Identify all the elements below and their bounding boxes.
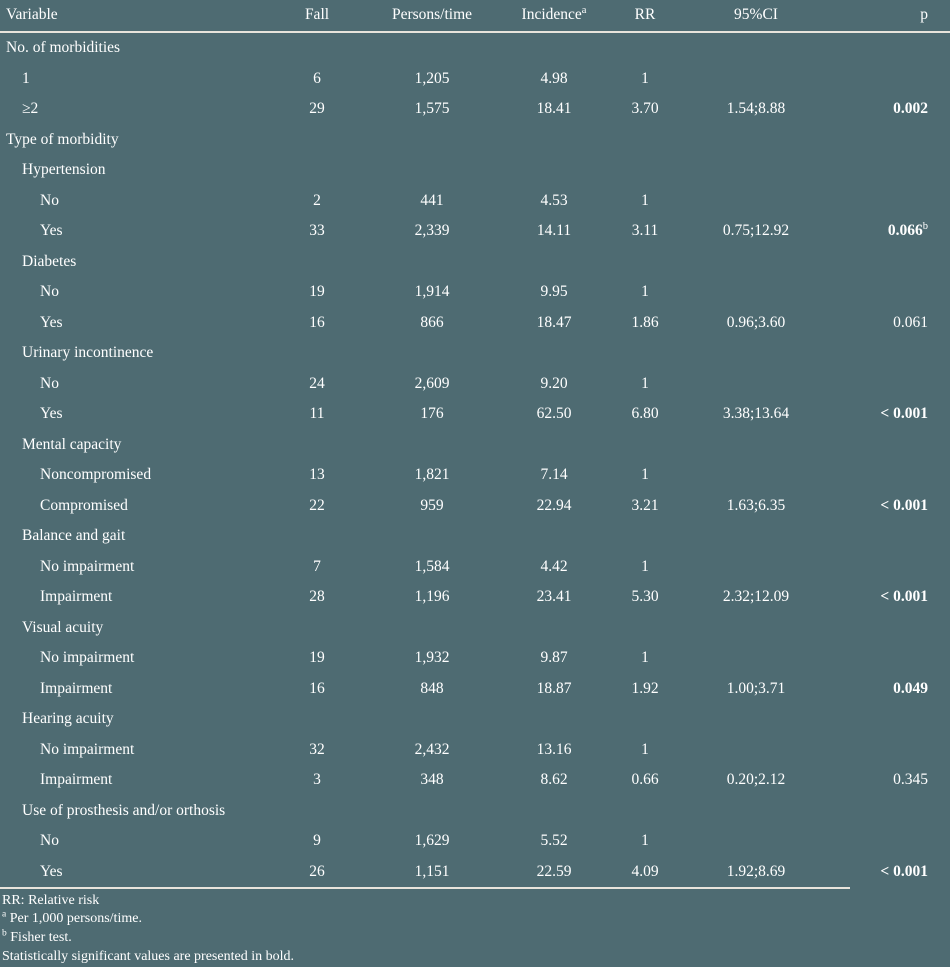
cell-incidence: 62.50 bbox=[498, 399, 610, 430]
cell-incidence bbox=[498, 155, 610, 186]
cell-ci: 1.63;6.35 bbox=[680, 490, 832, 521]
cell-variable: Impairment bbox=[0, 582, 268, 613]
cell-variable: No bbox=[0, 277, 268, 308]
cell-ci bbox=[680, 155, 832, 186]
cell-incidence bbox=[498, 338, 610, 369]
cell-ci bbox=[680, 429, 832, 460]
cell-p: < 0.001 bbox=[832, 490, 950, 521]
cell-incidence: 7.14 bbox=[498, 460, 610, 491]
cell-rr: 3.11 bbox=[610, 216, 680, 247]
cell-fall: 33 bbox=[268, 216, 366, 247]
p-footnote-marker: b bbox=[923, 221, 928, 232]
table-group-row bbox=[0, 338, 950, 369]
table-row bbox=[0, 185, 950, 216]
cell-fall: 28 bbox=[268, 582, 366, 613]
cell-ci bbox=[680, 63, 832, 94]
cell-incidence: 5.52 bbox=[498, 826, 610, 857]
cell-incidence: 9.20 bbox=[498, 368, 610, 399]
cell-rr: 1 bbox=[610, 185, 680, 216]
cell-ci: 2.32;12.09 bbox=[680, 582, 832, 613]
cell-fall bbox=[268, 338, 366, 369]
cell-persons_time: 176 bbox=[366, 399, 498, 430]
cell-ci bbox=[680, 704, 832, 735]
cell-variable: Urinary incontinence bbox=[0, 338, 268, 369]
cell-fall bbox=[268, 32, 366, 64]
cell-rr: 6.80 bbox=[610, 399, 680, 430]
table-group-row bbox=[0, 124, 950, 155]
cell-variable: 1 bbox=[0, 63, 268, 94]
cell-persons_time bbox=[366, 704, 498, 735]
cell-variable: Mental capacity bbox=[0, 429, 268, 460]
table-row bbox=[0, 368, 950, 399]
cell-variable: Yes bbox=[0, 307, 268, 338]
cell-persons_time bbox=[366, 521, 498, 552]
cell-persons_time: 1,821 bbox=[366, 460, 498, 491]
cell-fall: 6 bbox=[268, 63, 366, 94]
cell-ci: 0.96;3.60 bbox=[680, 307, 832, 338]
cell-persons_time: 1,932 bbox=[366, 643, 498, 674]
column-header-fall: Fall bbox=[268, 0, 366, 32]
cell-rr: 1 bbox=[610, 643, 680, 674]
cell-fall: 19 bbox=[268, 277, 366, 308]
cell-fall: 19 bbox=[268, 643, 366, 674]
cell-variable: Visual acuity bbox=[0, 612, 268, 643]
cell-rr: 1 bbox=[610, 368, 680, 399]
table-group-row bbox=[0, 612, 950, 643]
cell-variable: Yes bbox=[0, 399, 268, 430]
cell-persons_time: 1,629 bbox=[366, 826, 498, 857]
cell-ci bbox=[680, 460, 832, 491]
cell-fall: 32 bbox=[268, 734, 366, 765]
header-row bbox=[0, 0, 950, 32]
cell-p bbox=[832, 124, 950, 155]
cell-variable: Use of prosthesis and/or orthosis bbox=[0, 795, 268, 826]
table-row bbox=[0, 826, 950, 857]
cell-p bbox=[832, 551, 950, 582]
cell-persons_time bbox=[366, 795, 498, 826]
cell-fall bbox=[268, 704, 366, 735]
footnote bbox=[2, 929, 850, 948]
footnote-text: Statistically significant values are presented in bold. bbox=[2, 949, 294, 964]
cell-p bbox=[832, 277, 950, 308]
cell-p bbox=[832, 734, 950, 765]
cell-rr bbox=[610, 32, 680, 64]
cell-persons_time bbox=[366, 338, 498, 369]
cell-rr bbox=[610, 704, 680, 735]
cell-incidence: 13.16 bbox=[498, 734, 610, 765]
cell-incidence bbox=[498, 795, 610, 826]
table-row bbox=[0, 765, 950, 796]
cell-incidence: 23.41 bbox=[498, 582, 610, 613]
incidence-footnote-marker: a bbox=[582, 5, 587, 16]
cell-incidence bbox=[498, 612, 610, 643]
cell-variable: Hearing acuity bbox=[0, 704, 268, 735]
cell-variable: Yes bbox=[0, 856, 268, 887]
cell-incidence bbox=[498, 704, 610, 735]
cell-rr bbox=[610, 155, 680, 186]
cell-rr: 1 bbox=[610, 63, 680, 94]
cell-ci: 3.38;13.64 bbox=[680, 399, 832, 430]
table-group-row bbox=[0, 155, 950, 186]
cell-persons_time bbox=[366, 124, 498, 155]
table-row bbox=[0, 63, 950, 94]
cell-ci: 1.54;8.88 bbox=[680, 94, 832, 125]
cell-ci bbox=[680, 734, 832, 765]
cell-variable: No bbox=[0, 826, 268, 857]
cell-p: 0.049 bbox=[832, 673, 950, 704]
cell-fall: 13 bbox=[268, 460, 366, 491]
cell-variable: No bbox=[0, 185, 268, 216]
cell-fall: 16 bbox=[268, 307, 366, 338]
cell-persons_time: 348 bbox=[366, 765, 498, 796]
cell-variable: No impairment bbox=[0, 643, 268, 674]
table-row bbox=[0, 490, 950, 521]
cell-p: < 0.001 bbox=[832, 399, 950, 430]
cell-fall bbox=[268, 612, 366, 643]
cell-p: 0.061 bbox=[832, 307, 950, 338]
footnote-text: Per 1,000 persons/time. bbox=[10, 911, 142, 926]
cell-fall bbox=[268, 521, 366, 552]
table-row bbox=[0, 94, 950, 125]
cell-ci bbox=[680, 368, 832, 399]
table-row bbox=[0, 551, 950, 582]
table-footnotes bbox=[0, 889, 850, 967]
cell-fall: 3 bbox=[268, 765, 366, 796]
cell-ci bbox=[680, 551, 832, 582]
cell-p bbox=[832, 826, 950, 857]
cell-ci: 0.20;2.12 bbox=[680, 765, 832, 796]
cell-incidence bbox=[498, 32, 610, 64]
cell-fall bbox=[268, 124, 366, 155]
table-row bbox=[0, 216, 950, 247]
cell-variable: No. of morbidities bbox=[0, 32, 268, 64]
cell-persons_time bbox=[366, 155, 498, 186]
cell-fall bbox=[268, 246, 366, 277]
cell-p bbox=[832, 612, 950, 643]
cell-rr: 1 bbox=[610, 277, 680, 308]
cell-fall: 22 bbox=[268, 490, 366, 521]
cell-incidence bbox=[498, 246, 610, 277]
table-row bbox=[0, 399, 950, 430]
footnote bbox=[2, 910, 850, 929]
cell-incidence: 22.59 bbox=[498, 856, 610, 887]
cell-variable: Type of morbidity bbox=[0, 124, 268, 155]
cell-ci bbox=[680, 277, 832, 308]
cell-incidence: 18.87 bbox=[498, 673, 610, 704]
cell-persons_time: 1,575 bbox=[366, 94, 498, 125]
cell-ci bbox=[680, 338, 832, 369]
footnote bbox=[2, 892, 850, 911]
cell-incidence: 8.62 bbox=[498, 765, 610, 796]
table-group-row bbox=[0, 704, 950, 735]
cell-variable: Yes bbox=[0, 216, 268, 247]
table-body bbox=[0, 32, 950, 887]
cell-persons_time: 866 bbox=[366, 307, 498, 338]
cell-variable: Balance and gait bbox=[0, 521, 268, 552]
cell-p: < 0.001 bbox=[832, 582, 950, 613]
cell-ci bbox=[680, 612, 832, 643]
cell-p bbox=[832, 338, 950, 369]
cell-incidence: 18.47 bbox=[498, 307, 610, 338]
column-header-persons-time: Persons/time bbox=[366, 0, 498, 32]
column-header-p: p bbox=[832, 0, 950, 32]
cell-persons_time bbox=[366, 612, 498, 643]
cell-rr: 1 bbox=[610, 826, 680, 857]
cell-p bbox=[832, 155, 950, 186]
cell-p bbox=[832, 185, 950, 216]
cell-p bbox=[832, 704, 950, 735]
table-row bbox=[0, 582, 950, 613]
cell-ci bbox=[680, 246, 832, 277]
cell-ci bbox=[680, 185, 832, 216]
cell-p bbox=[832, 429, 950, 460]
table-row bbox=[0, 856, 950, 887]
footnote bbox=[2, 948, 850, 967]
cell-p bbox=[832, 368, 950, 399]
cell-p bbox=[832, 63, 950, 94]
cell-incidence: 14.11 bbox=[498, 216, 610, 247]
footnote-text: RR: Relative risk bbox=[2, 893, 99, 908]
table-row bbox=[0, 277, 950, 308]
cell-persons_time: 2,609 bbox=[366, 368, 498, 399]
cell-variable: No impairment bbox=[0, 551, 268, 582]
cell-incidence: 18.41 bbox=[498, 94, 610, 125]
cell-ci bbox=[680, 521, 832, 552]
cell-persons_time bbox=[366, 32, 498, 64]
cell-persons_time: 2,432 bbox=[366, 734, 498, 765]
cell-persons_time bbox=[366, 246, 498, 277]
cell-rr: 1 bbox=[610, 460, 680, 491]
cell-incidence bbox=[498, 124, 610, 155]
footnote-marker: b bbox=[2, 929, 7, 939]
table-group-row bbox=[0, 795, 950, 826]
cell-persons_time: 1,584 bbox=[366, 551, 498, 582]
cell-variable: Impairment bbox=[0, 673, 268, 704]
cell-ci bbox=[680, 32, 832, 64]
cell-persons_time: 1,151 bbox=[366, 856, 498, 887]
cell-persons_time: 1,914 bbox=[366, 277, 498, 308]
cell-persons_time: 441 bbox=[366, 185, 498, 216]
cell-incidence: 4.42 bbox=[498, 551, 610, 582]
table-row bbox=[0, 734, 950, 765]
table-row bbox=[0, 460, 950, 491]
cell-fall bbox=[268, 429, 366, 460]
cell-rr bbox=[610, 521, 680, 552]
cell-rr: 3.21 bbox=[610, 490, 680, 521]
cell-fall: 2 bbox=[268, 185, 366, 216]
cell-ci bbox=[680, 124, 832, 155]
cell-fall bbox=[268, 795, 366, 826]
cell-incidence bbox=[498, 521, 610, 552]
footnote-marker: a bbox=[2, 910, 6, 920]
cell-ci bbox=[680, 826, 832, 857]
cell-fall: 11 bbox=[268, 399, 366, 430]
cell-p bbox=[832, 643, 950, 674]
cell-p: 0.002 bbox=[832, 94, 950, 125]
cell-persons_time: 959 bbox=[366, 490, 498, 521]
cell-persons_time: 1,205 bbox=[366, 63, 498, 94]
cell-variable: Impairment bbox=[0, 765, 268, 796]
column-header-rr: RR bbox=[610, 0, 680, 32]
table-row bbox=[0, 643, 950, 674]
cell-p bbox=[832, 460, 950, 491]
table-group-row bbox=[0, 521, 950, 552]
cell-fall: 29 bbox=[268, 94, 366, 125]
table-group-row bbox=[0, 429, 950, 460]
cell-rr bbox=[610, 246, 680, 277]
table-row bbox=[0, 673, 950, 704]
cell-fall: 9 bbox=[268, 826, 366, 857]
cell-rr: 1.86 bbox=[610, 307, 680, 338]
cell-fall: 26 bbox=[268, 856, 366, 887]
cell-fall: 16 bbox=[268, 673, 366, 704]
cell-incidence: 4.53 bbox=[498, 185, 610, 216]
cell-variable: Hypertension bbox=[0, 155, 268, 186]
cell-ci: 0.75;12.92 bbox=[680, 216, 832, 247]
column-header-variable: Variable bbox=[0, 0, 268, 32]
cell-rr bbox=[610, 124, 680, 155]
cell-rr: 4.09 bbox=[610, 856, 680, 887]
cell-p bbox=[832, 246, 950, 277]
cell-rr bbox=[610, 795, 680, 826]
cell-incidence: 22.94 bbox=[498, 490, 610, 521]
cell-incidence: 9.87 bbox=[498, 643, 610, 674]
cell-rr bbox=[610, 612, 680, 643]
cell-incidence bbox=[498, 429, 610, 460]
cell-rr: 1 bbox=[610, 734, 680, 765]
cell-rr: 3.70 bbox=[610, 94, 680, 125]
cell-p bbox=[832, 521, 950, 552]
cell-variable: ≥2 bbox=[0, 94, 268, 125]
footnote-text: Fisher test. bbox=[10, 930, 71, 945]
table-row bbox=[0, 307, 950, 338]
cell-rr: 5.30 bbox=[610, 582, 680, 613]
cell-variable: No impairment bbox=[0, 734, 268, 765]
cell-p: < 0.001 bbox=[832, 856, 950, 887]
cell-p: 0.345 bbox=[832, 765, 950, 796]
cell-rr: 1 bbox=[610, 551, 680, 582]
cell-persons_time: 2,339 bbox=[366, 216, 498, 247]
cell-fall bbox=[268, 155, 366, 186]
column-header-incidence: Incidence$^a$ bbox=[498, 0, 610, 32]
cell-fall: 7 bbox=[268, 551, 366, 582]
cell-rr bbox=[610, 338, 680, 369]
cell-variable: Diabetes bbox=[0, 246, 268, 277]
cell-incidence: 9.95 bbox=[498, 277, 610, 308]
cell-persons_time: 848 bbox=[366, 673, 498, 704]
column-header-ci: 95%CI bbox=[680, 0, 832, 32]
cell-ci: 1.00;3.71 bbox=[680, 673, 832, 704]
cell-ci bbox=[680, 643, 832, 674]
table-group-row bbox=[0, 246, 950, 277]
cell-persons_time: 1,196 bbox=[366, 582, 498, 613]
cell-p: 0.066$^b$ bbox=[832, 216, 950, 247]
cell-p bbox=[832, 795, 950, 826]
cell-rr bbox=[610, 429, 680, 460]
cell-p bbox=[832, 32, 950, 64]
cell-incidence: 4.98 bbox=[498, 63, 610, 94]
cell-rr: 1.92 bbox=[610, 673, 680, 704]
table-header bbox=[0, 0, 950, 32]
cell-ci bbox=[680, 795, 832, 826]
cell-variable: Noncompromised bbox=[0, 460, 268, 491]
cell-variable: No bbox=[0, 368, 268, 399]
cell-variable: Compromised bbox=[0, 490, 268, 521]
cell-persons_time bbox=[366, 429, 498, 460]
cell-rr: 0.66 bbox=[610, 765, 680, 796]
cell-fall: 24 bbox=[268, 368, 366, 399]
cell-ci: 1.92;8.69 bbox=[680, 856, 832, 887]
table-group-row bbox=[0, 32, 950, 64]
